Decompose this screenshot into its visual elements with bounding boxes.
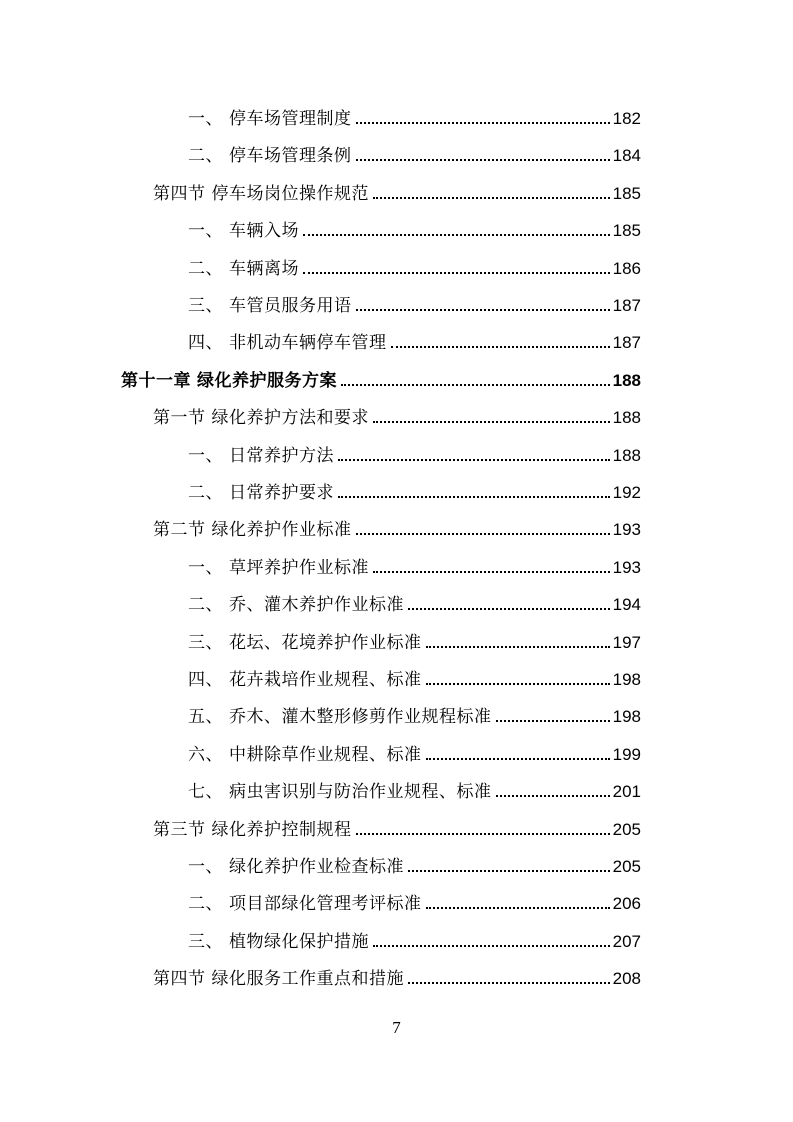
page-number: 7	[392, 1018, 401, 1037]
toc-entry-label	[188, 890, 422, 918]
toc-entry[interactable]	[153, 965, 641, 993]
toc-entry-page-number: 188	[612, 445, 641, 465]
toc-entry[interactable]	[188, 442, 641, 470]
toc-entry-page-number: 185	[612, 221, 641, 241]
toc-entry-prefix: 三、	[188, 296, 223, 316]
toc-entry-prefix: 七、	[188, 782, 223, 803]
dot-leader	[426, 757, 610, 760]
toc-entry-prefix: 一、	[188, 557, 223, 578]
toc-entry-title: 花坛、花境养护作业标准	[229, 632, 422, 653]
toc-entry-title: 草坪养护作业标准	[229, 557, 369, 578]
toc-entry-page-number: 193	[612, 520, 641, 540]
toc-entry-title: 花卉栽培作业规程、标准	[229, 670, 422, 690]
toc-entry-label	[188, 217, 299, 245]
dot-leader	[391, 345, 610, 348]
toc-entry-prefix: 三、	[188, 931, 223, 952]
toc-entry-label	[188, 778, 492, 806]
toc-entry-label	[188, 142, 352, 170]
toc-entry-label	[188, 591, 404, 619]
toc-entry[interactable]	[188, 142, 641, 170]
toc-entry-title: 车管员服务用语	[229, 296, 352, 316]
toc-entry-title: 车辆入场	[229, 221, 299, 242]
toc-entry-page-number: 185	[612, 183, 641, 203]
toc-entry[interactable]	[188, 703, 641, 731]
dot-leader	[356, 158, 610, 161]
toc-entry-prefix: 第二节	[153, 520, 206, 541]
toc-entry-prefix: 二、	[188, 483, 223, 503]
toc-entry-label	[153, 516, 352, 544]
toc-entry[interactable]	[188, 554, 641, 582]
toc-entry-prefix: 第一节	[153, 408, 206, 429]
dot-leader	[338, 458, 610, 461]
toc-entry-prefix: 五、	[188, 707, 223, 728]
toc-entry-page-number: 201	[612, 782, 641, 802]
dot-leader	[426, 682, 610, 685]
toc-entry-page-number: 194	[612, 595, 641, 615]
dot-leader	[373, 420, 610, 423]
dot-leader	[373, 196, 610, 199]
toc-entry[interactable]	[153, 816, 641, 844]
toc-entry-page-number: 192	[612, 483, 641, 502]
toc-entry-title: 病虫害识别与防治作业规程、标准	[229, 782, 492, 803]
dot-leader	[373, 944, 610, 947]
toc-entry-title: 绿化服务工作重点和措施	[211, 969, 404, 990]
toc-entry-page-number: 197	[612, 632, 641, 652]
toc-entry-prefix: 一、	[188, 109, 223, 129]
toc-entry-page-number: 182	[612, 109, 641, 128]
toc-entry-page-number: 206	[612, 894, 641, 914]
toc-entry[interactable]	[121, 367, 641, 395]
dot-leader	[338, 495, 610, 498]
toc-entry-label	[153, 404, 369, 432]
toc-entry-title: 中耕除草作业规程、标准	[229, 744, 422, 765]
toc-entry-label	[188, 629, 422, 657]
toc-entry-title: 停车场管理条例	[229, 146, 352, 167]
toc-entry-page-number: 198	[612, 670, 641, 689]
toc-entry-title: 停车场管理制度	[229, 109, 352, 129]
toc-entry[interactable]	[188, 217, 641, 245]
toc-entry-prefix: 三、	[188, 632, 223, 653]
dot-leader	[356, 121, 610, 124]
toc-entry-title: 日常养护方法	[229, 445, 334, 466]
toc-entry[interactable]	[188, 666, 641, 694]
dot-leader	[408, 981, 610, 984]
toc-entry-label	[188, 479, 334, 507]
toc-entry[interactable]	[188, 105, 641, 133]
toc-entry[interactable]	[153, 180, 641, 208]
toc-entry-label	[153, 816, 352, 844]
toc-entry[interactable]	[188, 853, 641, 881]
toc-entry-title: 绿化养护作业标准	[211, 520, 352, 541]
toc-entry-page-number: 188	[612, 408, 641, 428]
dot-leader	[341, 383, 610, 386]
dot-leader	[356, 832, 610, 835]
toc-entry[interactable]	[153, 404, 641, 432]
toc-entry[interactable]	[188, 292, 641, 320]
toc-entry-label	[188, 442, 334, 470]
toc-entry-prefix: 第四节	[153, 183, 206, 204]
dot-leader	[408, 869, 610, 872]
toc-entry-title: 车辆离场	[229, 258, 299, 279]
toc-entry-title: 植物绿化保护措施	[229, 931, 369, 952]
toc-entry[interactable]	[188, 629, 641, 657]
toc-entry-title: 绿化养护方法和要求	[211, 408, 369, 429]
toc-entry-prefix: 一、	[188, 445, 223, 466]
toc-entry-page-number: 205	[612, 857, 641, 876]
toc-entry-title: 非机动车辆停车管理	[229, 333, 387, 354]
toc-entry-prefix: 四、	[188, 333, 223, 354]
toc-entry-page-number: 184	[612, 146, 641, 166]
dot-leader	[496, 794, 610, 797]
toc-entry-title: 绿化养护服务方案	[197, 370, 337, 391]
toc-entry-page-number: 208	[612, 969, 641, 989]
toc-entry-page-number: 199	[612, 744, 641, 764]
toc-entry-title: 项目部绿化管理考评标准	[229, 894, 422, 915]
toc-entry-label	[188, 255, 299, 283]
toc-entry-label	[121, 367, 337, 395]
toc-entry[interactable]	[188, 778, 641, 806]
toc-entry-prefix: 二、	[188, 894, 223, 915]
toc-entry-label	[188, 703, 492, 731]
toc-entry-prefix: 四、	[188, 670, 223, 690]
toc-entry[interactable]	[188, 255, 641, 283]
dot-leader	[373, 570, 610, 573]
toc-entry-label	[188, 741, 422, 769]
toc-entry-page-number: 187	[612, 296, 641, 315]
toc-entry-prefix: 二、	[188, 258, 223, 279]
toc-entry-label	[188, 928, 369, 956]
toc-entry-page-number: 188	[612, 370, 641, 390]
toc-entry-title: 停车场岗位操作规范	[211, 183, 369, 204]
toc-entry-title: 绿化养护控制规程	[211, 819, 352, 840]
dot-leader	[356, 532, 610, 535]
dot-leader	[426, 906, 610, 909]
toc-entry[interactable]	[188, 741, 641, 769]
toc-entry-label	[188, 666, 422, 694]
toc-entry-label	[188, 292, 352, 320]
toc-entry-page-number: 193	[612, 557, 641, 577]
toc-entry-prefix: 第十一章	[121, 370, 191, 391]
toc-entry-title: 乔、灌木养护作业标准	[229, 595, 404, 616]
dot-leader	[426, 645, 610, 648]
toc-entry-label	[153, 965, 404, 993]
toc-entry[interactable]	[153, 516, 641, 544]
toc-entry[interactable]	[188, 890, 641, 918]
toc-entry-prefix: 第三节	[153, 819, 206, 840]
toc-entry-label	[188, 329, 387, 357]
toc-entry-page-number: 187	[612, 333, 641, 353]
dot-leader	[303, 271, 610, 274]
toc-entry-prefix: 一、	[188, 221, 223, 242]
toc-entry-title: 日常养护要求	[229, 483, 334, 503]
toc-entry-title: 乔木、灌木整形修剪作业规程标准	[229, 707, 492, 728]
toc-entry-prefix: 二、	[188, 146, 223, 167]
toc-entry-prefix: 二、	[188, 595, 223, 616]
toc-entry[interactable]	[188, 329, 641, 357]
toc-entry-page-number: 198	[612, 707, 641, 727]
toc-entry[interactable]	[188, 591, 641, 619]
dot-leader	[356, 308, 610, 311]
dot-leader	[408, 607, 610, 610]
toc-entry-label	[188, 554, 369, 582]
toc-entry-label	[153, 180, 369, 208]
dot-leader	[496, 719, 610, 722]
toc-entry-label	[188, 105, 352, 133]
toc-entry-prefix: 一、	[188, 857, 223, 877]
toc-entry-page-number: 207	[612, 931, 641, 951]
toc-entry-page-number: 205	[612, 819, 641, 839]
dot-leader	[303, 233, 610, 236]
toc-entry-prefix: 六、	[188, 744, 223, 765]
toc-entry-label	[188, 853, 404, 881]
toc-entry-page-number: 186	[612, 258, 641, 278]
toc-entry-title: 绿化养护作业检查标准	[229, 857, 404, 877]
toc-entry[interactable]	[188, 479, 641, 507]
toc-entry[interactable]	[188, 928, 641, 956]
toc-entry-prefix: 第四节	[153, 969, 206, 990]
